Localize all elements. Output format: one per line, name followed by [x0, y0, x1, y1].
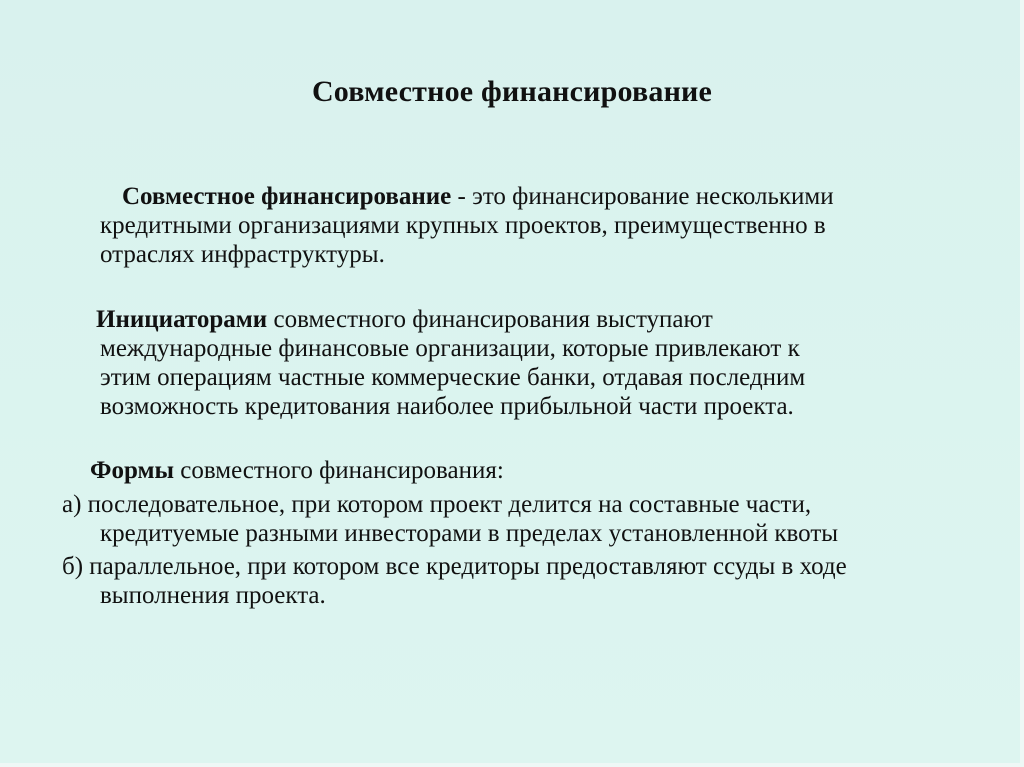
definition-line-3: отраслях инфраструктуры.: [100, 241, 385, 268]
definition-paragraph: [100, 182, 834, 269]
form-item-b-line-1: б) параллельное, при котором все кредиторы предоставляют ссуды в ходе: [62, 553, 847, 580]
form-item-a-line-2: кредитуемые разными инвесторами в пределах установленной квоты: [100, 520, 839, 547]
initiators-term: Инициаторами: [96, 306, 268, 333]
initiators-line-3: этим операциям частные коммерческие банки, отдавая последним: [100, 364, 806, 391]
initiators-paragraph: [96, 305, 806, 421]
form-item-a: [62, 490, 838, 548]
forms-line: [90, 456, 504, 485]
form-item-a-line-1: а) последовательное, при котором проект делится на составные части,: [62, 491, 812, 518]
initiators-line-2: международные финансовые организации, которые привлекают к: [100, 335, 800, 362]
slide-title: Совместное финансирование: [311, 75, 713, 108]
definition-term: Совместное финансирование: [122, 183, 452, 210]
form-item-b: [62, 552, 847, 610]
definition-line-1: [100, 182, 834, 211]
definition-line-2: кредитными организациями крупных проектов, преимущественно в: [100, 212, 826, 239]
initiators-line-1: [96, 305, 805, 334]
definition-text: - это финансирование несколькими: [451, 183, 834, 210]
initiators-text: совместного финансирования выступают: [267, 306, 713, 333]
form-item-b-line-2: выполнения проекта.: [100, 582, 326, 609]
forms-term: Формы: [90, 457, 175, 484]
forms-heading: [90, 456, 504, 485]
forms-text: совместного финансирования:: [174, 457, 504, 484]
initiators-line-4: возможность кредитования наиболее прибыльной части проекта.: [100, 393, 794, 420]
